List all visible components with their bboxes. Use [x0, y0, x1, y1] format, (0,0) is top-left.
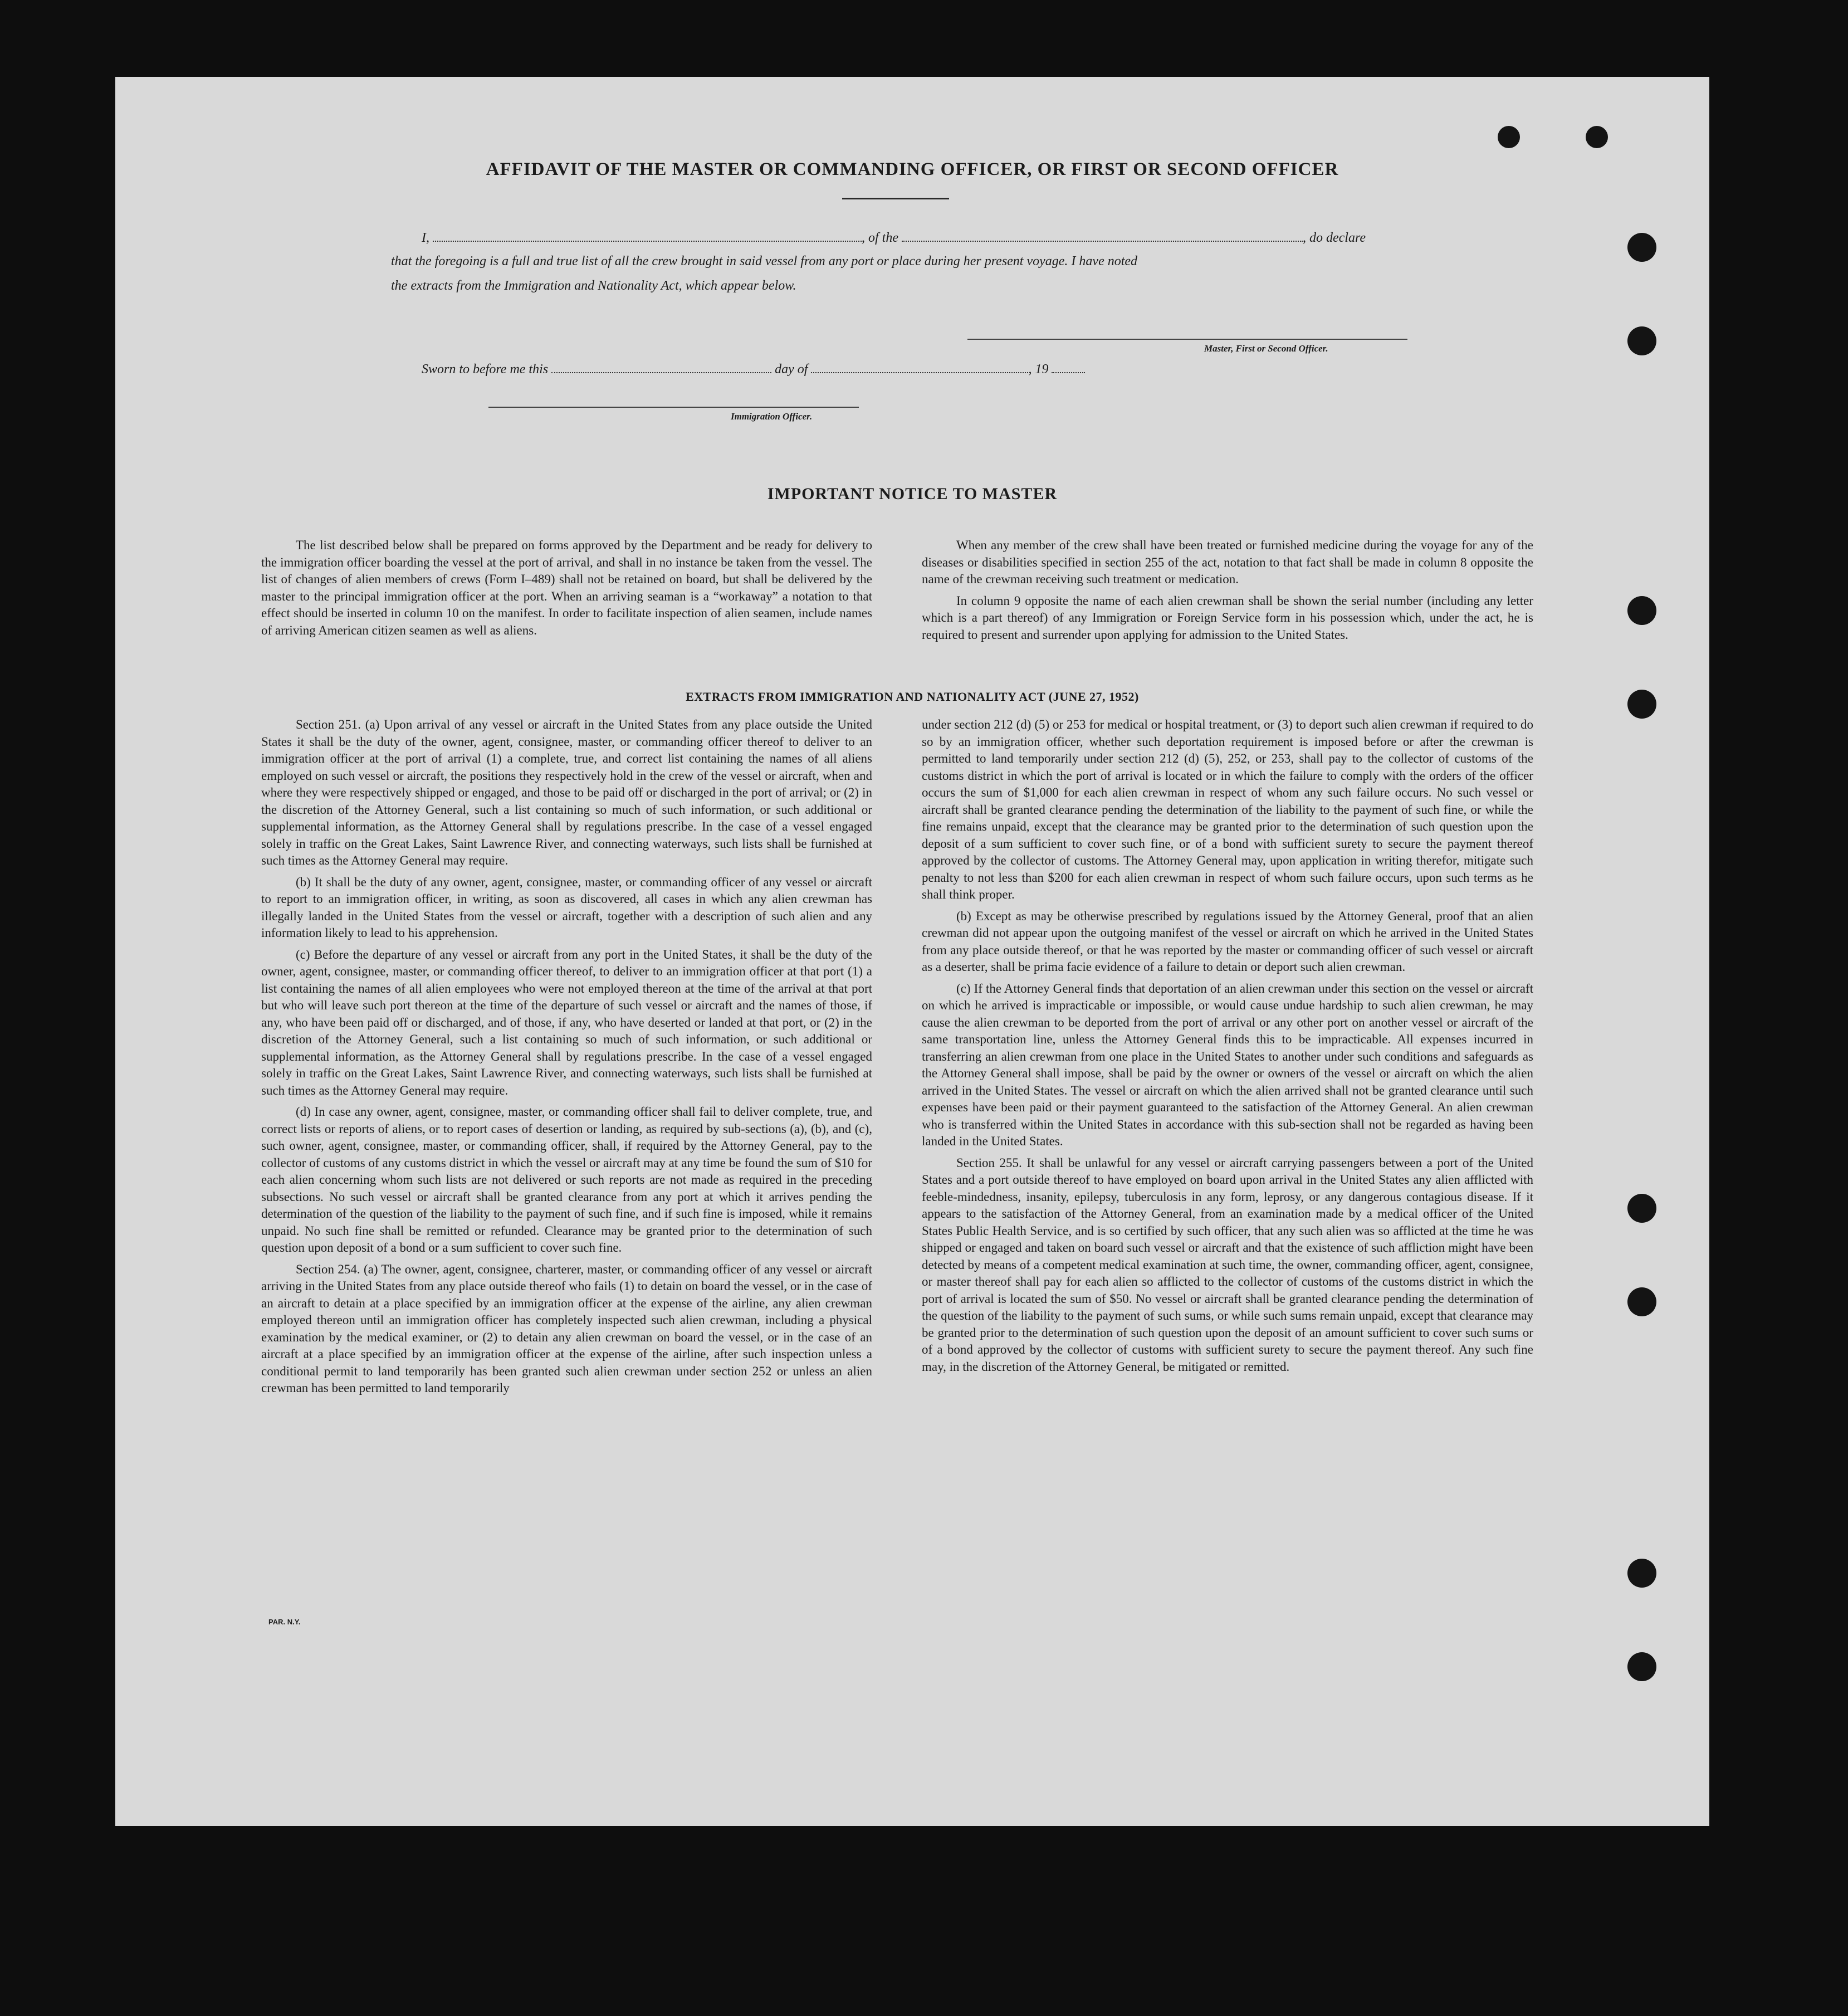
binder-hole: [1627, 1194, 1656, 1223]
of-the-label: , of the: [862, 231, 898, 245]
extracts-left-column: [261, 716, 872, 1402]
year-label: , 19: [1028, 362, 1049, 377]
printer-mark: PAR. N.Y.: [268, 1618, 301, 1626]
title-underline: [842, 198, 949, 199]
sworn-label: Sworn to before me this: [422, 362, 549, 377]
year-blank: [1052, 360, 1085, 373]
binder-hole: [1627, 596, 1656, 625]
notice-paragraph: In column 9 opposite the name of each alien crewman shall be shown the serial number (including any letter which is a part thereof) of any Immigration or Foreign Service form in his possession which, under the act, he is required to present and surrender upon applying for admission to the United States.: [922, 593, 1533, 642]
extract-paragraph: (d) In case any owner, agent, consignee, master, or commanding officer shall fail to deliver complete, true, and correct lists or reports of aliens, or to report cases of desertion or landing, as required by sub-sections (a), (b), and (c), such owner, agent, consignee, master, or commanding officer, shall, if required by the Attorney General, pay to the collector of customs of any customs district in which the vessel or aircraft may at any time be found the sum of $10 for each alien concerning whom such lists are not delivered or such reports are not made as required in the preceding subsections. No such vessel or aircraft shall be granted clearance from any port at which it arrives pending the determination of the question of the liability to the payment of such fine, and if such fine is imposed, while it remains unpaid. No such fine shall be remitted or refunded. Clearance may be granted prior to the determination of such question upon deposit of a bond or a sum sufficient to cover such fine.: [261, 1105, 872, 1254]
notice-left-column: [261, 537, 872, 643]
extract-paragraph: Section 251. (a) Upon arrival of any vessel or aircraft in the United States from any place outside the United States it shall be the duty of the owner, agent, consignee, master, or commanding officer thereof to deliver to an immigration officer at the port of arrival (1) a complete, true, and correct list containing the names of all aliens employed on such vessel or aircraft, the positions they respectively hold in the crew of the vessel or aircraft, when and where they were respectively shipped or engaged, and those to be paid off or discharged in the port of arrival; or (2) in the discretion of the Attorney General, such a list containing so much of such information, or such additional or supplemental information, as the Attorney General shall by regulations prescribe. In the case of a vessel engaged solely in traffic on the Great Lakes, Saint Lawrence River, and connecting waterways, such lists shall be furnished at such times as the Attorney General may require.: [261, 717, 872, 867]
binder-hole: [1627, 326, 1656, 355]
document-page: [115, 77, 1709, 1826]
binder-hole: [1627, 233, 1656, 262]
binder-hole: [1627, 1559, 1656, 1588]
binder-hole: [1627, 1287, 1656, 1316]
extract-paragraph: under section 212 (d) (5) or 253 for medical or hospital treatment, or (3) to deport such alien crewman if required to do so by an immigration officer, whether such deportation requirement is imposed before or after the crewman is permitted to land temporarily under section 212 (d) (5), 252, or 253, shall pay to the collector of customs of the customs district in which the port of arrival is located or in which the failure to comply with the orders of the officer occurs the sum of $1,000 for each alien crewman in respect of whom any such failure occurs. No such vessel or aircraft shall be granted clearance pending the determination of the liability to the payment of such fine, or while the fine remains unpaid, except that the clearance may be granted prior to the determination of such question upon the deposit of a sum sufficient to cover such fine, or of a bond with sufficient surety to secure the payment thereof approved by the collector of customs. The Attorney General may, upon application in writing therefor, mitigate such penalty to not less than $200 for each alien crewman in respect of whom such failure occurs, upon such terms as he shall think proper.: [922, 717, 1533, 901]
extract-paragraph: (c) Before the departure of any vessel or aircraft from any port in the United States, it shall be the duty of the owner, agent, consignee, master, or commanding officer thereof, to deliver to an immigration officer at that port (1) a list containing the names of all alien employees who were not employed thereon at the time of the arrival at that port but who will leave such port thereon at the time of the departure of such vessel or aircraft and the names of those, if any, who have been paid off or discharged, and of those, if any, who have deserted or landed at that port, or (2) in the discretion of the Attorney General, such a list containing so much of such information, or such additional or supplemental information, as the Attorney General shall by regulations prescribe. In the case of a vessel engaged solely in traffic on the Great Lakes, Saint Lawrence River, and connecting waterways, such lists shall be furnished at such times as the Attorney General may require.: [261, 947, 872, 1097]
extract-paragraph: (b) Except as may be otherwise prescribed by regulations issued by the Attorney General, proof that an alien crewman did not appear upon the outgoing manifest of the vessel or aircraft on which he arrived in the United States from any place outside thereof, or that he was reported by the master or commanding officer of such vessel or aircraft as a deserter, shall be prima facie evidence of a failure to detain or deport such alien crewman.: [922, 909, 1533, 974]
officer-signature-line: [488, 407, 859, 408]
declaration-line: [422, 228, 1536, 246]
declaration-statement-1: that the foregoing is a full and true list of all the crew brought in said vessel from any port or place during her present voyage. I have noted: [391, 254, 1138, 269]
vessel-blank: [902, 228, 1303, 242]
extract-paragraph: (c) If the Attorney General finds that deportation of an alien crewman under this section on the vessel or aircraft on which he arrived is impracticable or impossible, or would cause undue hardship to such alien crewman, he may cause the alien crewman to be deported from the port of arrival or any other port on another vessel or aircraft of the same transportation line, unless the Attorney General finds this to be impracticable. All expenses incurred in transferring an alien crewman from one place in the United States to another under such conditions and safeguards as the Attorney General shall impose, shall be paid by the owner or owners of the vessel or aircraft on which the alien arrived in the United States. The vessel or aircraft on which the alien arrived shall not be granted clearance until such expenses have been paid or their payment guaranteed to the satisfaction of the Attorney General. An alien crewman who is transferred within the United States in accordance with this sub-section shall not be regarded as having been landed in the United States.: [922, 981, 1533, 1148]
extracts-right-column: [922, 716, 1533, 1380]
binder-hole: [1627, 1652, 1656, 1681]
i-label: I,: [422, 231, 429, 245]
sworn-line: [422, 360, 1368, 377]
name-blank: [433, 228, 862, 242]
day-blank: [551, 360, 771, 373]
affidavit-title: AFFIDAVIT OF THE MASTER OR COMMANDING OFFICER, OR FIRST OR SECOND OFFICER: [486, 159, 1339, 179]
notice-paragraph: The list described below shall be prepared on forms approved by the Department and be ready for delivery to the immigration officer boarding the vessel at the port of arrival, and shall in no instance be taken from the vessel. The list of changes of alien members of crews (Form I–489) shall not be retained on board, but shall be delivered by the master to the principal immigration officer at the port. When an arriving seaman is a “workaway” a notation to that effect should be inserted in column 10 on the manifest. In order to facilitate inspection of alien seamen, include names of arriving American citizen seamen as well as aliens.: [261, 538, 872, 637]
month-blank: [811, 360, 1028, 373]
binder-hole: [1498, 126, 1520, 148]
declare-label: , do declare: [1303, 231, 1366, 245]
master-caption: Master, First or Second Officer.: [1204, 343, 1328, 354]
day-of-label: day of: [775, 362, 808, 377]
notice-heading: IMPORTANT NOTICE TO MASTER: [767, 485, 1058, 503]
extracts-heading: EXTRACTS FROM IMMIGRATION AND NATIONALITY ACT (JUNE 27, 1952): [686, 690, 1139, 704]
extract-paragraph: Section 254. (a) The owner, agent, consignee, charterer, master, or commanding officer of any vessel or aircraft arriving in the United States from any place outside thereof who fails (1) to detain on board the vessel, or in the case of an aircraft to detain at a place specified by an immigration officer at the expense of the airline, any alien crewman employed thereon until an immigration officer has completely inspected such alien crewman, including a physical examination by the medical examiner, or (2) to detain any alien crewman on board the vessel, or in the case of an aircraft at a place specified by an immigration officer at the expense of the airline, after such inspection unless a conditional permit to land temporarily has been granted such alien crewman under section 252 or unless an alien crewman has been permitted to land temporarily: [261, 1262, 872, 1395]
officer-caption: Immigration Officer.: [731, 411, 813, 422]
notice-right-column: [922, 537, 1533, 648]
master-signature-line: [967, 339, 1407, 340]
binder-hole: [1586, 126, 1608, 148]
declaration-statement-2: the extracts from the Immigration and Nationality Act, which appear below.: [391, 279, 796, 293]
notice-paragraph: When any member of the crew shall have been treated or furnished medicine during the voyage for any of the diseases or disabilities specified in section 255 of the act, notation to that fact shall be made in column 8 opposite the name of the crewman receiving such treatment or medication.: [922, 538, 1533, 586]
extract-paragraph: Section 255. It shall be unlawful for any vessel or aircraft carrying passengers between a port of the United States and a port outside thereof to have employed on board upon arrival in the United States any alien afflicted with feeble-mindedness, insanity, epilepsy, tuberculosis in any form, leprosy, or any dangerous contagious disease. If it appears to the satisfaction of the Attorney General, from an examination made by a medical officer of the United States Public Health Service, and is so certified by such officer, that any such alien was so afflicted at the time he was shipped or engaged and taken on board such vessel or aircraft and that the existence of such affliction might have been detected by means of a competent medical examination at such time, the owner, commanding officer, agent, consignee, or master thereof shall pay for each alien so afflicted to the collector of customs of the customs district in which the port of arrival is located the sum of $50. No vessel or aircraft shall be granted clearance pending the determination of the question of the liability to the payment of such sums, or while such sums remain unpaid, except that clearance may be granted prior to the determination of such question upon the deposit of an amount sufficient to cover such sums or of a bond approved by the collector of customs with sufficient surety to secure the payment thereof. Any such fine may, in the discretion of the Attorney General, be mitigated or remitted.: [922, 1155, 1533, 1374]
extract-paragraph: (b) It shall be the duty of any owner, agent, consignee, master, or commanding officer of any vessel or aircraft to report to an immigration officer, in writing, as soon as discovered, all cases in which any alien crewman has illegally landed in the United States from the vessel or aircraft, together with a description of such alien and any information likely to lead to his apprehension.: [261, 875, 872, 940]
